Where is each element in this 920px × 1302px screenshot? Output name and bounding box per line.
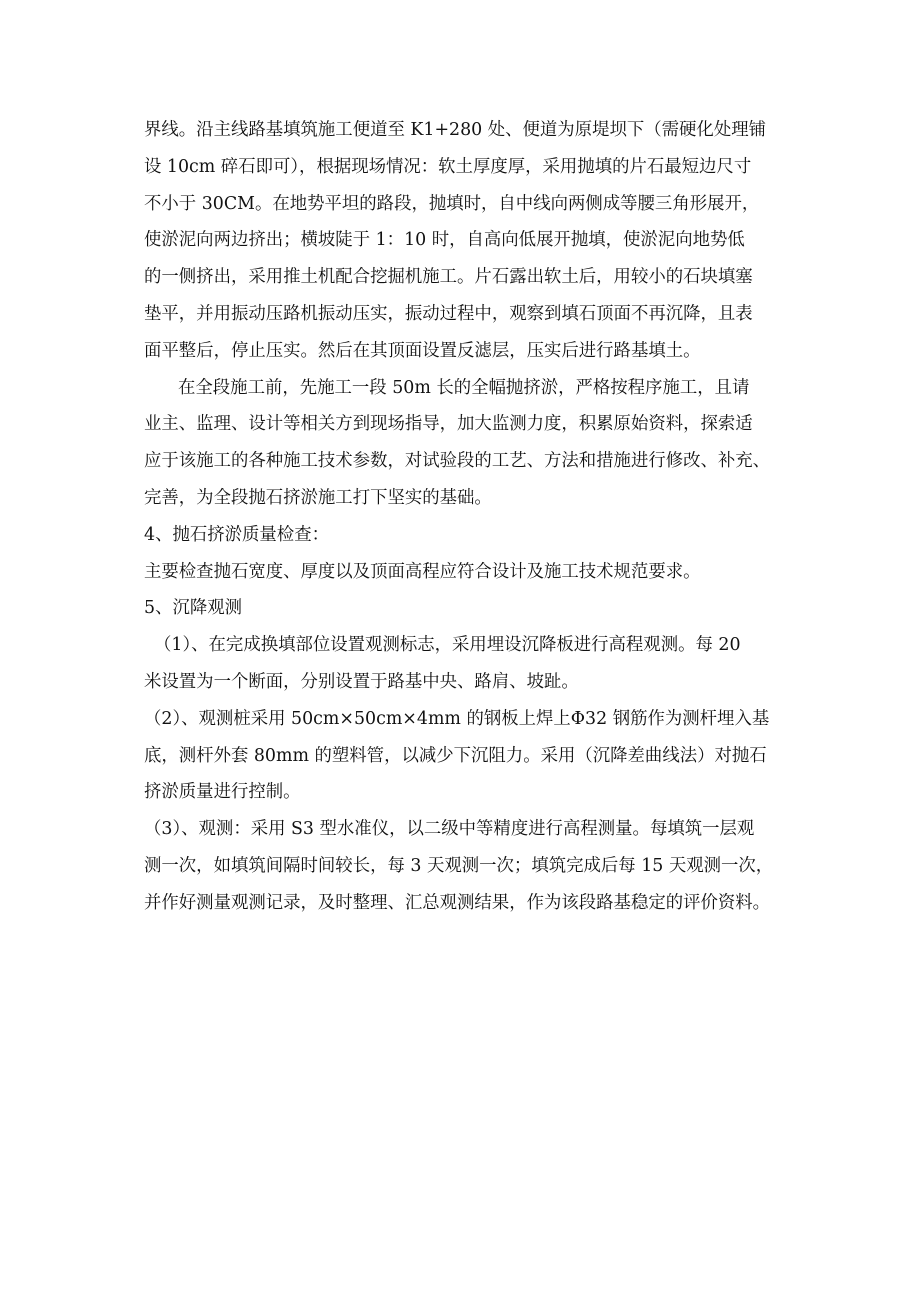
text-line: 界线。沿主线路基填筑施工便道至 K1+280 处、便道为原堤坝下（需硬化处理铺 xyxy=(144,120,766,140)
text-line: 的一侧挤出，采用推土机配合挖掘机施工。片石露出软土后，用较小的石块填塞 xyxy=(144,267,753,288)
text-line: 完善，为全段抛石挤淤施工打下坚实的基础。 xyxy=(144,487,492,508)
list-item-first-line: （3）、观测：采用 S3 型水准仪，以二级中等精度进行高程测量。每填筑一层观 xyxy=(144,819,755,840)
text-line: 不小于 30CM。在地势平坦的路段，抛填时，自中线向两侧成等腰三角形展开， xyxy=(144,193,760,214)
section-heading: 5、沉降观测 xyxy=(144,598,243,619)
text-line: 应于该施工的各种施工技术参数，对试验段的工艺、方法和措施进行修改、补充、 xyxy=(144,451,771,472)
paragraph-first-line: 在全段施工前，先施工一段 50m 长的全幅抛挤淤，严格按程序施工，且请 xyxy=(178,377,750,398)
list-item-first-line: （2）、观测桩采用 50cm×50cm×4mm 的钢板上焊上Φ32 钢筋作为测杆埋入基 xyxy=(144,708,770,729)
text-line: 挤淤质量进行控制。 xyxy=(144,782,301,803)
text-line: 测一次，如填筑间隔时间较长，每 3 天观测一次；填筑完成后每 15 天观测一次， xyxy=(144,855,774,876)
text-line: 米设置为一个断面，分别设置于路基中央、路肩、坡趾。 xyxy=(144,671,579,692)
text-line: 主要检查抛石宽度、厚度以及顶面高程应符合设计及施工技术规范要求。 xyxy=(144,561,701,582)
section-heading: 4、抛石挤淤质量检查： xyxy=(144,524,329,545)
list-item-first-line: （1）、在完成换填部位设置观测标志，采用埋设沉降板进行高程观测。每 20 xyxy=(154,635,741,656)
text-line: 垫平，并用振动压路机振动压实，振动过程中，观察到填石顶面不再沉降，且表 xyxy=(144,303,753,324)
document-body xyxy=(144,112,784,922)
text-line: 并作好测量观测记录，及时整理、汇总观测结果，作为该段路基稳定的评价资料。 xyxy=(144,892,771,913)
text-line: 底，测杆外套 80mm 的塑料管，以减少下沉阻力。采用（沉降差曲线法）对抛石 xyxy=(144,745,767,766)
text-line: 面平整后，停止压实。然后在其顶面设置反滤层，压实后进行路基填土。 xyxy=(144,340,701,361)
text-line: 业主、监理、设计等相关方到现场指导，加大监测力度，积累原始资料，探索适 xyxy=(144,414,753,435)
text-line: 设 10cm 碎石即可），根据现场情况：软土厚度厚，采用抛填的片石最短边尺寸 xyxy=(144,156,752,177)
text-line: 使淤泥向两边挤出；横坡陡于 1：10 时，自高向低展开抛填，使淤泥向地势低 xyxy=(144,230,745,251)
